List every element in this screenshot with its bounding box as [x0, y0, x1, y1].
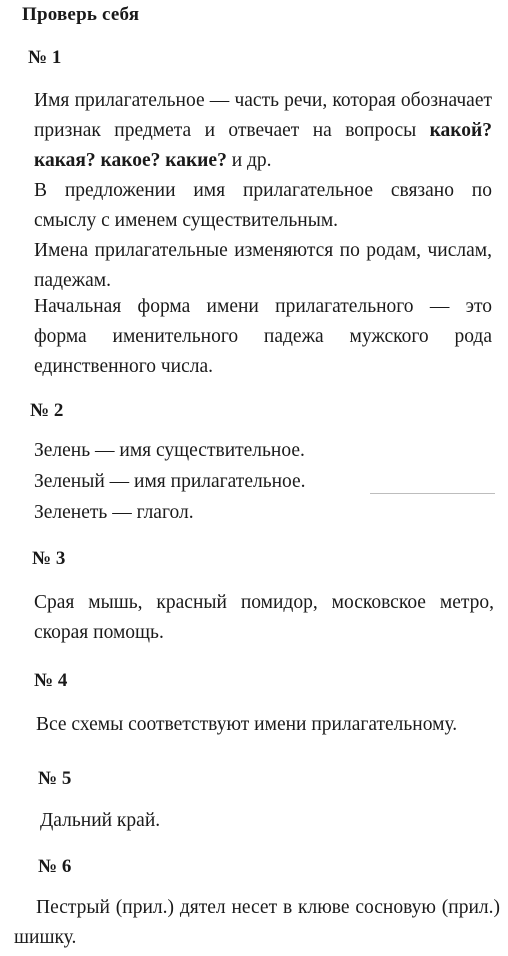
section-1-paragraph-4: Начальная форма имени прилагательного — это форма именительного падежа мужского рода единственного числа.: [34, 296, 492, 377]
adjective-questions: какой? какая? какое? какие?: [34, 120, 492, 171]
section-2-line-3: Зеленеть — глагол.: [34, 502, 194, 523]
section-6-number: № 6: [38, 856, 72, 877]
section-5-text: Дальний край.: [40, 810, 161, 831]
section-3-text: Срая мышь, красный помидор, московское метро, скорая помощь.: [34, 592, 494, 643]
section-1-paragraph-2: В предложении имя прилагательное связано по смыслу с именем существительным.: [34, 180, 492, 231]
section-5-number: № 5: [38, 768, 72, 789]
section-2-number: № 2: [30, 400, 64, 421]
section-1-paragraph-1: [34, 86, 492, 176]
section-4-text: Все схемы соответствуют имени прилагательному.: [36, 714, 458, 735]
scan-line-artifact: [370, 493, 495, 494]
definition-tail: и др.: [226, 150, 272, 171]
section-4-number: № 4: [34, 670, 68, 691]
section-6-text: Пестрый (прил.) дятел несет в клюве сосновую (прил.) шишку.: [14, 897, 500, 948]
section-1-number: № 1: [28, 47, 62, 68]
definition-text: Имя прилагательное — часть речи, которая обозначает признак предмета и отвечает на вопросы: [34, 90, 492, 141]
page-title: Проверь себя: [22, 4, 140, 25]
section-2-line-2: Зеленый — имя прилагательное.: [34, 471, 306, 492]
section-1-paragraph-3: Имена прилагательные изменяются по родам, числам, падежам.: [34, 240, 492, 291]
section-3-number: № 3: [32, 548, 66, 569]
section-2-line-1: Зелень — имя существительное.: [34, 440, 305, 461]
